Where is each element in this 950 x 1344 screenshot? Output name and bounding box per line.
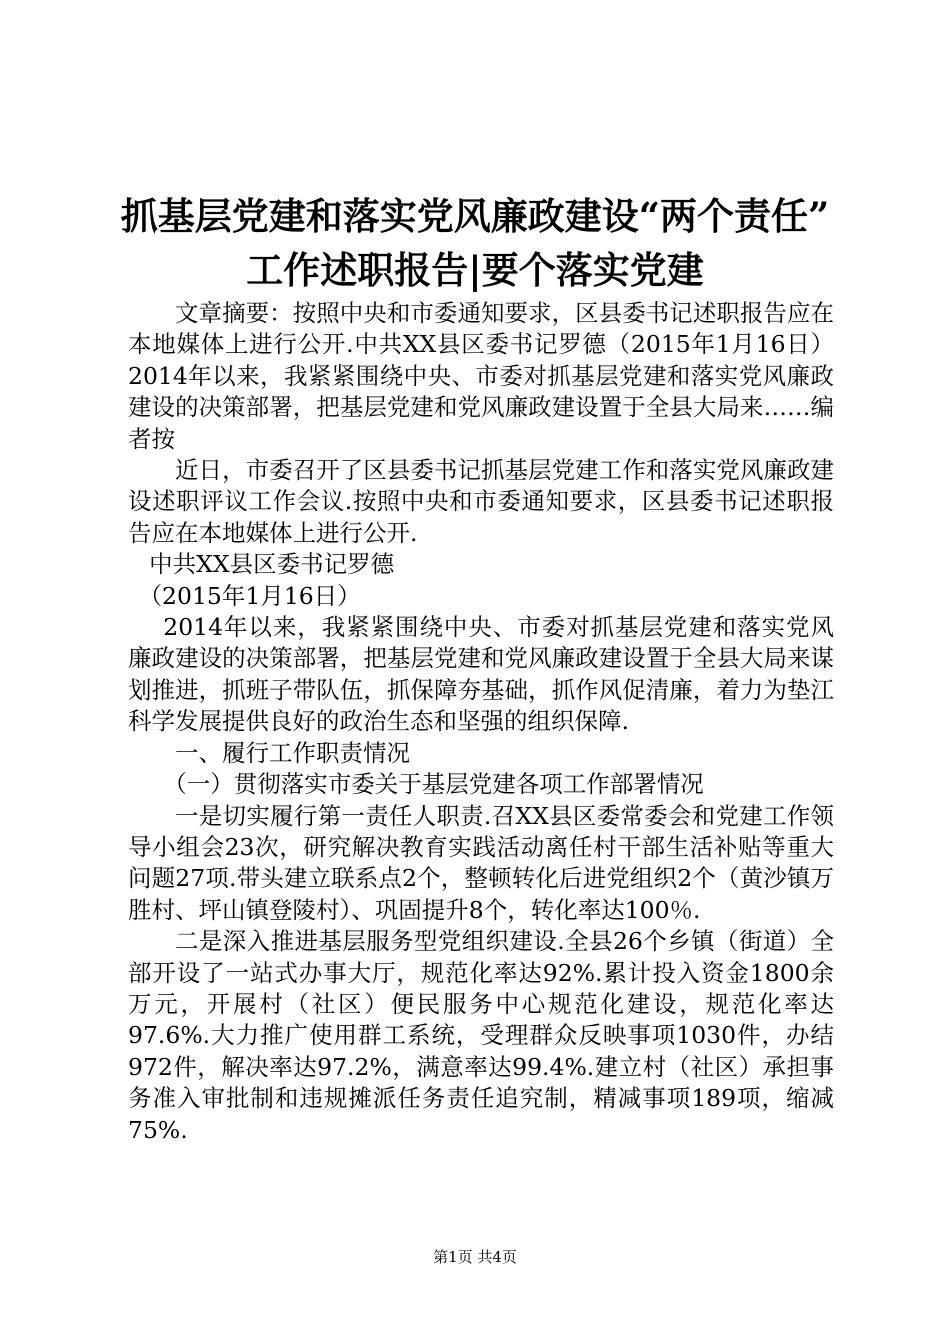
page-number-footer: 第1页 共4页 <box>433 1248 517 1266</box>
abstract-paragraph: 文章摘要：按照中央和市委通知要求，区县委书记述职报告应在本地媒体上进行公开.中共XX县区委书记罗德（2015年1月16日）2014年以来，我紧紧围绕中央、市委对抓基层党建和落实党风廉政建设的决策部署，把基层党建和党风廉政建设置于全县大局来……编者按 <box>128 299 834 453</box>
document-title-line-2: 工作述职报告|要个落实党建 <box>246 248 704 292</box>
subsection-heading: （一）贯彻落实市委关于基层党建各项工作部署情况 <box>163 770 704 799</box>
body-paragraph: 2014年以来，我紧紧围绕中央、市委对抓基层党建和落实党风廉政建设的决策部署，把基层党建和党风廉政建设置于全县大局来谋划推进，抓班子带队伍，抓保障夯基础，抓作风促清廉，着力为垫江科学发展提供良好的政治生态和坚强的组织保障. <box>128 613 834 736</box>
body-paragraph: 一是切实履行第一责任人职责.召XX县区委常委会和党建工作领导小组会23次，研究解决教育实践活动离任村干部生活补贴等重大问题27项.带头建立联系点2个，整顿转化后进党组织2个（黄沙镇万胜村、坪山镇登陵村）、巩固提升8个，转化率达100％. <box>128 801 834 924</box>
section-heading: 一、履行工作职责情况 <box>175 738 410 767</box>
date-line: （2015年1月16日） <box>138 581 361 610</box>
author-line: 中共XX县区委书记罗德 <box>149 550 395 579</box>
body-paragraph: 二是深入推进基层服务型党组织建设.全县26个乡镇（街道）全部开设了一站式办事大厅，规范化率达92%.累计投入资金1800余万元，开展村（社区）便民服务中心规范化建设，规范化率达97.6%.大力推广使用群工系统，受理群众反映事项1030件，办结972件，解决率达97.2%，满意率达99.4%.建立村（社区）承担事务准入审批制和违规摊派任务责任追究制，精减事项189项，缩减75%. <box>128 927 834 1144</box>
document-title-line-1: 抓基层党建和落实党风廉政建设“两个责任” <box>120 194 830 238</box>
intro-paragraph: 近日，市委召开了区县委书记抓基层党建工作和落实党风廉政建设述职评议工作会议.按照中央和市委通知要求，区县委书记述职报告应在本地媒体上进行公开. <box>128 456 834 547</box>
document-body <box>128 298 834 1146</box>
